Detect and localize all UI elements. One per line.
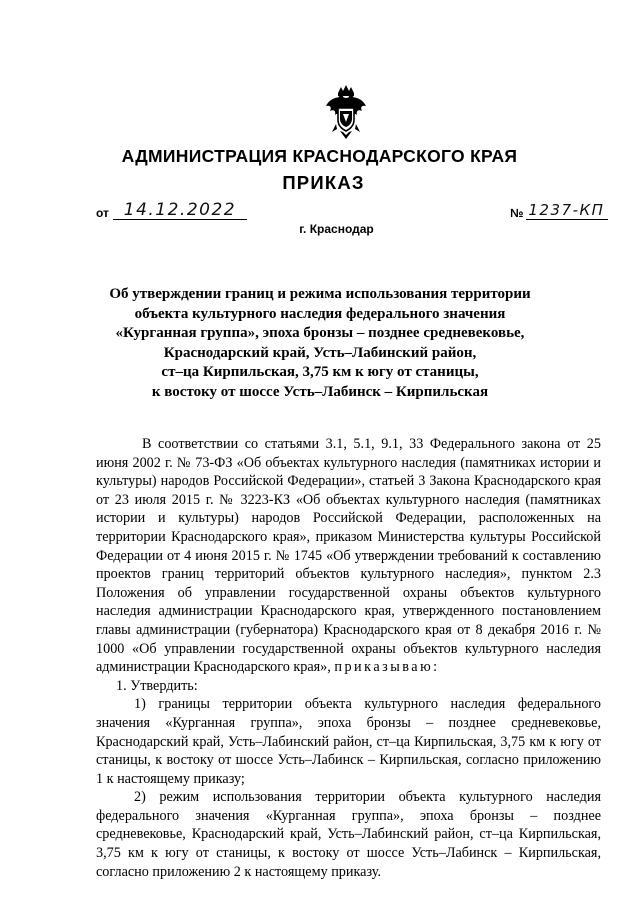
title-line: Краснодарский край, Усть–Лабинский район, [163, 344, 477, 361]
title-line: «Курганная группа», эпоха бронзы – позднее средневековье, [115, 325, 525, 341]
organization-name: АДМИНИСТРАЦИЯ КРАСНОДАРСКОГО КРАЯ [121, 146, 518, 166]
document-date: 14.12.2022 [113, 201, 247, 220]
preamble-text: В соответствии со статьями 3.1, 5.1, 9.1, 33 Федерального закона от 25 июня 2002 г. № 73-ФЗ «Об объектах культурного наследия (памятниках истории и культуры) народов Российской Федерации», статьей 3 Закона Краснодарского края от 23 июля 2015 г. № 3223-КЗ «Об объектах культурного наследия (памятниках истории и культуры) народов Российской Федерации, расположенных на территории Краснодарского края», приказом Министерства культуры Российской Федерации от 4 июня 2015 г. № 1745 «Об утверждении требований к составлению проектов границ территорий объектов культурного наследия», пунктом 2.3 Положения об управлении государственной охраны объектов культурного наследия администрации Краснодарского края, утвержденного постановлением главы администрации (губернатора) Краснодарского края от 8 декабря 2016 г. № 1000 «Об управлении государственной охраны объектов культурного наследия администрации Краснодарского края», [96, 436, 601, 676]
document-city: г. Краснодар [299, 222, 374, 236]
item-1-2: 2) режим использования территории объекта культурного наследия федерального значения «Курганная группа», эпоха бронзы – позднее средневековье, Краснодарский край, Усть–Лабинский район, ст–ца Кирпильская, 3,75 км к югу от станицы, к востоку от шоссе Усть–Лабинск – Кирпильская, согласно приложению 2 к настоящему приказу. [96, 789, 601, 880]
document-title [60, 285, 580, 402]
title-line: объекта культурного наследия федерального значения [134, 305, 506, 322]
coat-of-arms-icon [324, 84, 368, 140]
title-line: ст–ца Кирпильская, 3,75 км к югу от станицы, [161, 364, 479, 380]
number-label: № [510, 206, 524, 220]
document-type: ПРИКАЗ [282, 172, 365, 193]
title-line: Об утверждении границ и режима использования территории [109, 286, 531, 302]
document-date-row [96, 201, 247, 220]
document-body [96, 435, 601, 881]
title-line: к востоку от шоссе Усть–Лабинск – Кирпильская [151, 383, 489, 400]
document-number-row [510, 201, 608, 220]
date-label: от [96, 206, 109, 220]
order-word: приказываю: [334, 659, 440, 676]
item-1: 1. Утвердить: [116, 677, 198, 694]
item-1-1: 1) границы территории объекта культурного наследия федерального значения «Курганная группа», эпоха бронзы – позднее средневековье, Краснодарский край, Усть–Лабинский район, ст–ца Кирпильская, 3,75 км к югу от станицы, к востоку от шоссе Усть–Лабинск – Кирпильская, согласно приложению 1 к настоящему приказу; [96, 696, 601, 787]
preamble-paragraph [96, 435, 601, 677]
document-number: 1237-КП [526, 201, 608, 220]
